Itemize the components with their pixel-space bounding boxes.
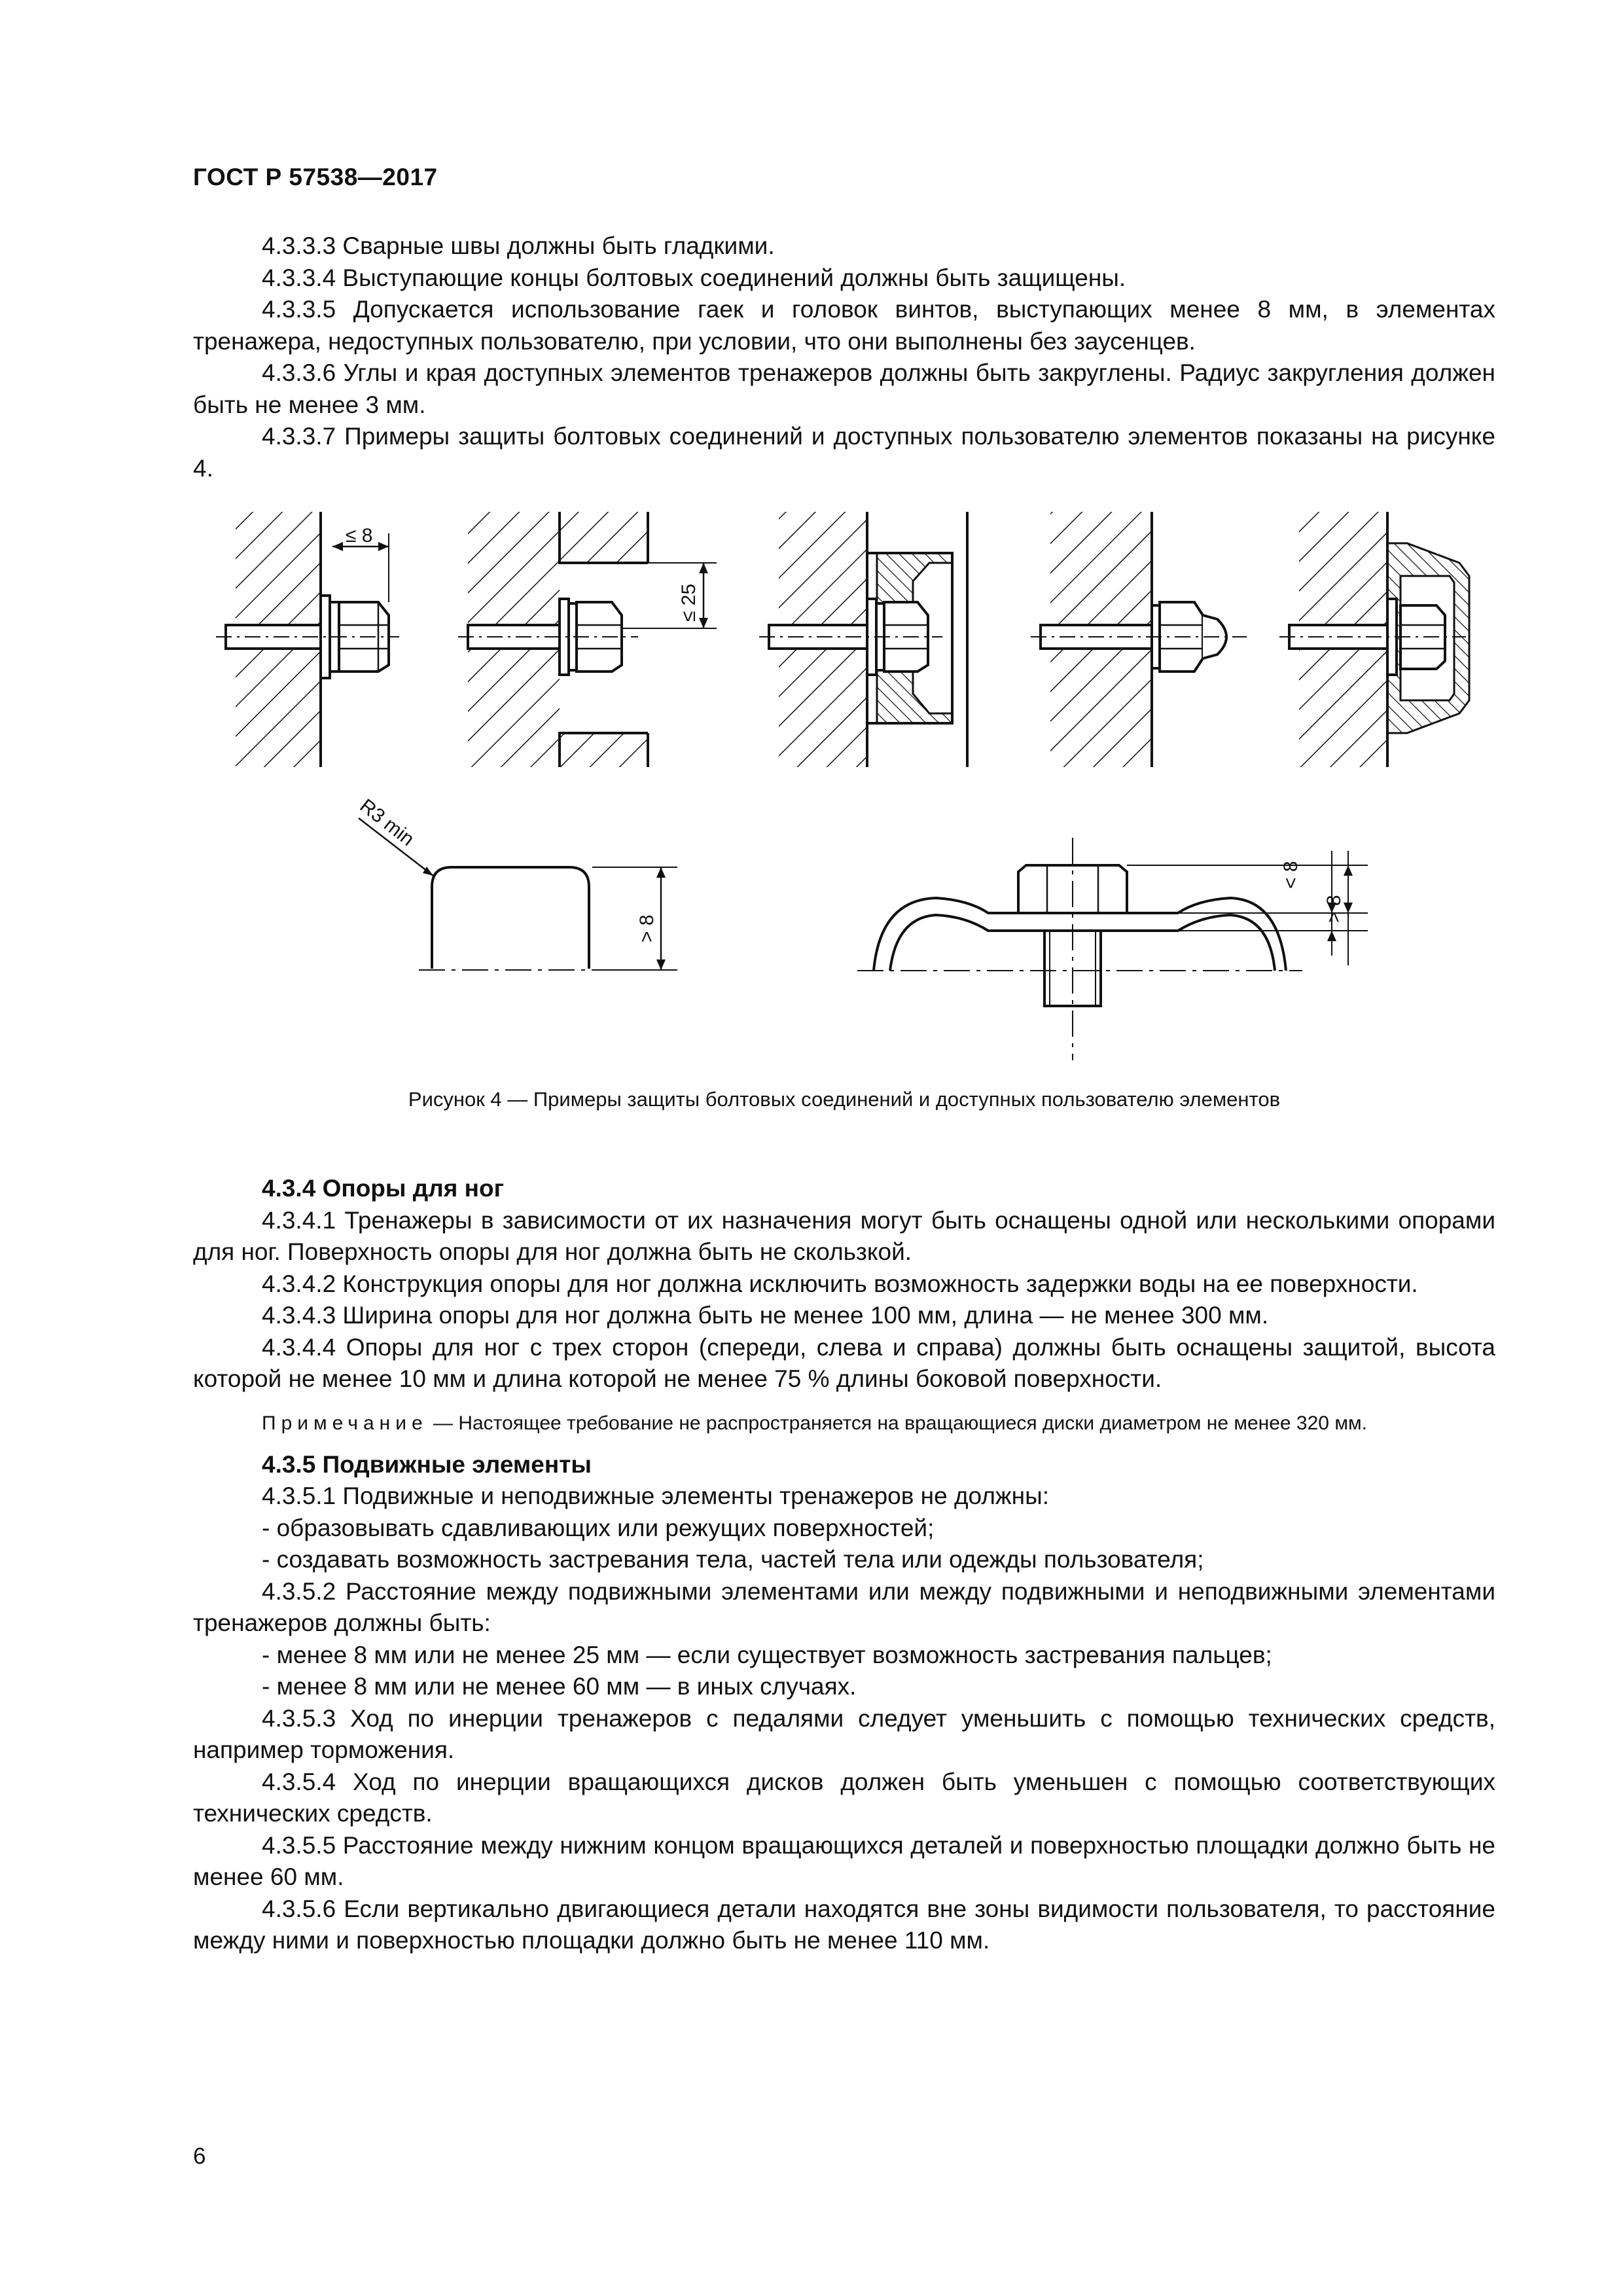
dim-label-lt8: < 8	[1280, 861, 1302, 889]
list-item: - менее 8 мм или не менее 25 мм — если существует возможность застревания пальцев;	[262, 1641, 1272, 1668]
section-heading: 4.3.4 Опоры для ног	[262, 1175, 504, 1202]
paragraph: 4.3.4.2 Конструкция опоры для ног должна исключить возможность задержки воды на ее поверхности.	[262, 1270, 1418, 1297]
paragraph: 4.3.5.4 Ход по инерции вращающихся дисков должен быть уменьшен с помощью соответствующих технических средств.	[193, 1768, 1495, 1827]
dim-label-gt8-edge: > 8	[636, 914, 658, 942]
list-item: - образовывать сдавливающих или режущих поверхностей;	[262, 1514, 935, 1541]
paragraph: 4.3.5.5 Расстояние между нижним концом вращающихся деталей и поверхностью площадки должно быть не менее 60 мм.	[193, 1831, 1495, 1890]
dim-label-le25: ≤ 25	[678, 583, 700, 622]
bolt-detail-2	[458, 512, 717, 767]
note-text: — Настоящее требование не распространяется на вращающиеся диски диаметром не менее 320 мм.	[427, 1412, 1367, 1434]
paragraph: 4.3.4.1 Тренажеры в зависимости от их назначения могут быть оснащены одной или несколькими опорами для ног. Поверхность опоры для ног должна быть не скользкой.	[193, 1206, 1495, 1265]
dim-label-le8: ≤ 8	[346, 525, 373, 547]
paragraph: 4.3.3.5 Допускается использование гаек и головок винтов, выступающих менее 8 мм, в элементах тренажера, недоступных пользователю, при условии, что они выполнены без заусенцев.	[193, 296, 1495, 355]
figure-4	[0, 497, 1623, 1073]
paragraph: 4.3.5.6 Если вертикально двигающиеся детали находятся вне зоны видимости пользователя, то расстояние между ними и поверхностью площадки должно быть не менее 110 мм.	[193, 1895, 1495, 1954]
note-label: Примечание	[262, 1412, 428, 1434]
figure-caption: Рисунок 4 — Примеры защиты болтовых соединений и доступных пользователю элементов	[408, 1088, 1281, 1111]
paragraph: 4.3.5.2 Расстояние между подвижными элементами или между подвижными и неподвижными элементами тренажеров должны быть:	[193, 1577, 1495, 1636]
bolt-detail-4	[1031, 512, 1247, 767]
note	[193, 1410, 1495, 1437]
bolt-detail-3	[759, 512, 967, 767]
bolt-detail-5	[1279, 512, 1469, 767]
paragraph: 4.3.3.7 Примеры защиты болтовых соединений и доступных пользователю элементов показаны на рисунке 4.	[193, 423, 1495, 482]
paragraph: 4.3.4.4 Опоры для ног с трех сторон (спереди, слева и справа) должны быть оснащены защитой, высота которой не менее 10 мм и длина которой не менее 75 % длины боковой поверхности.	[193, 1333, 1495, 1392]
section-heading: 4.3.5 Подвижные элементы	[262, 1450, 592, 1478]
paragraph: 4.3.3.3 Сварные швы должны быть гладкими.	[262, 232, 775, 259]
document-header: ГОСТ Р 57538—2017	[193, 164, 438, 190]
paragraph: 4.3.5.1 Подвижные и неподвижные элементы тренажеров не должны:	[262, 1482, 1049, 1509]
dim-label-gt8-wing: > 8	[1323, 895, 1345, 923]
list-item: - создавать возможность застревания тела, частей тела или одежды пользователя;	[262, 1546, 1204, 1573]
paragraph: 4.3.5.3 Ход по инерции тренажеров с педалями следует уменьшить с помощью технических средств, например торможения.	[193, 1704, 1495, 1763]
bolt-detail-1	[216, 512, 399, 767]
paragraph: 4.3.4.3 Ширина опоры для ног должна быть не менее 100 мм, длина — не менее 300 мм.	[262, 1302, 1269, 1329]
section-4-3-4	[193, 1165, 1495, 1957]
list-item: - менее 8 мм или не менее 60 мм — в иных случаях.	[262, 1673, 857, 1700]
dim-label-r3min: R3 min	[355, 795, 418, 851]
paragraph: 4.3.3.4 Выступающие концы болтовых соединений должны быть защищены.	[262, 264, 1126, 291]
page-number: 6	[193, 2144, 206, 2169]
paragraph: 4.3.3.6 Углы и края доступных элементов тренажеров должны быть закруглены. Радиус закругления должен быть не менее 3 мм.	[193, 359, 1495, 418]
paragraphs-top	[193, 230, 1495, 484]
